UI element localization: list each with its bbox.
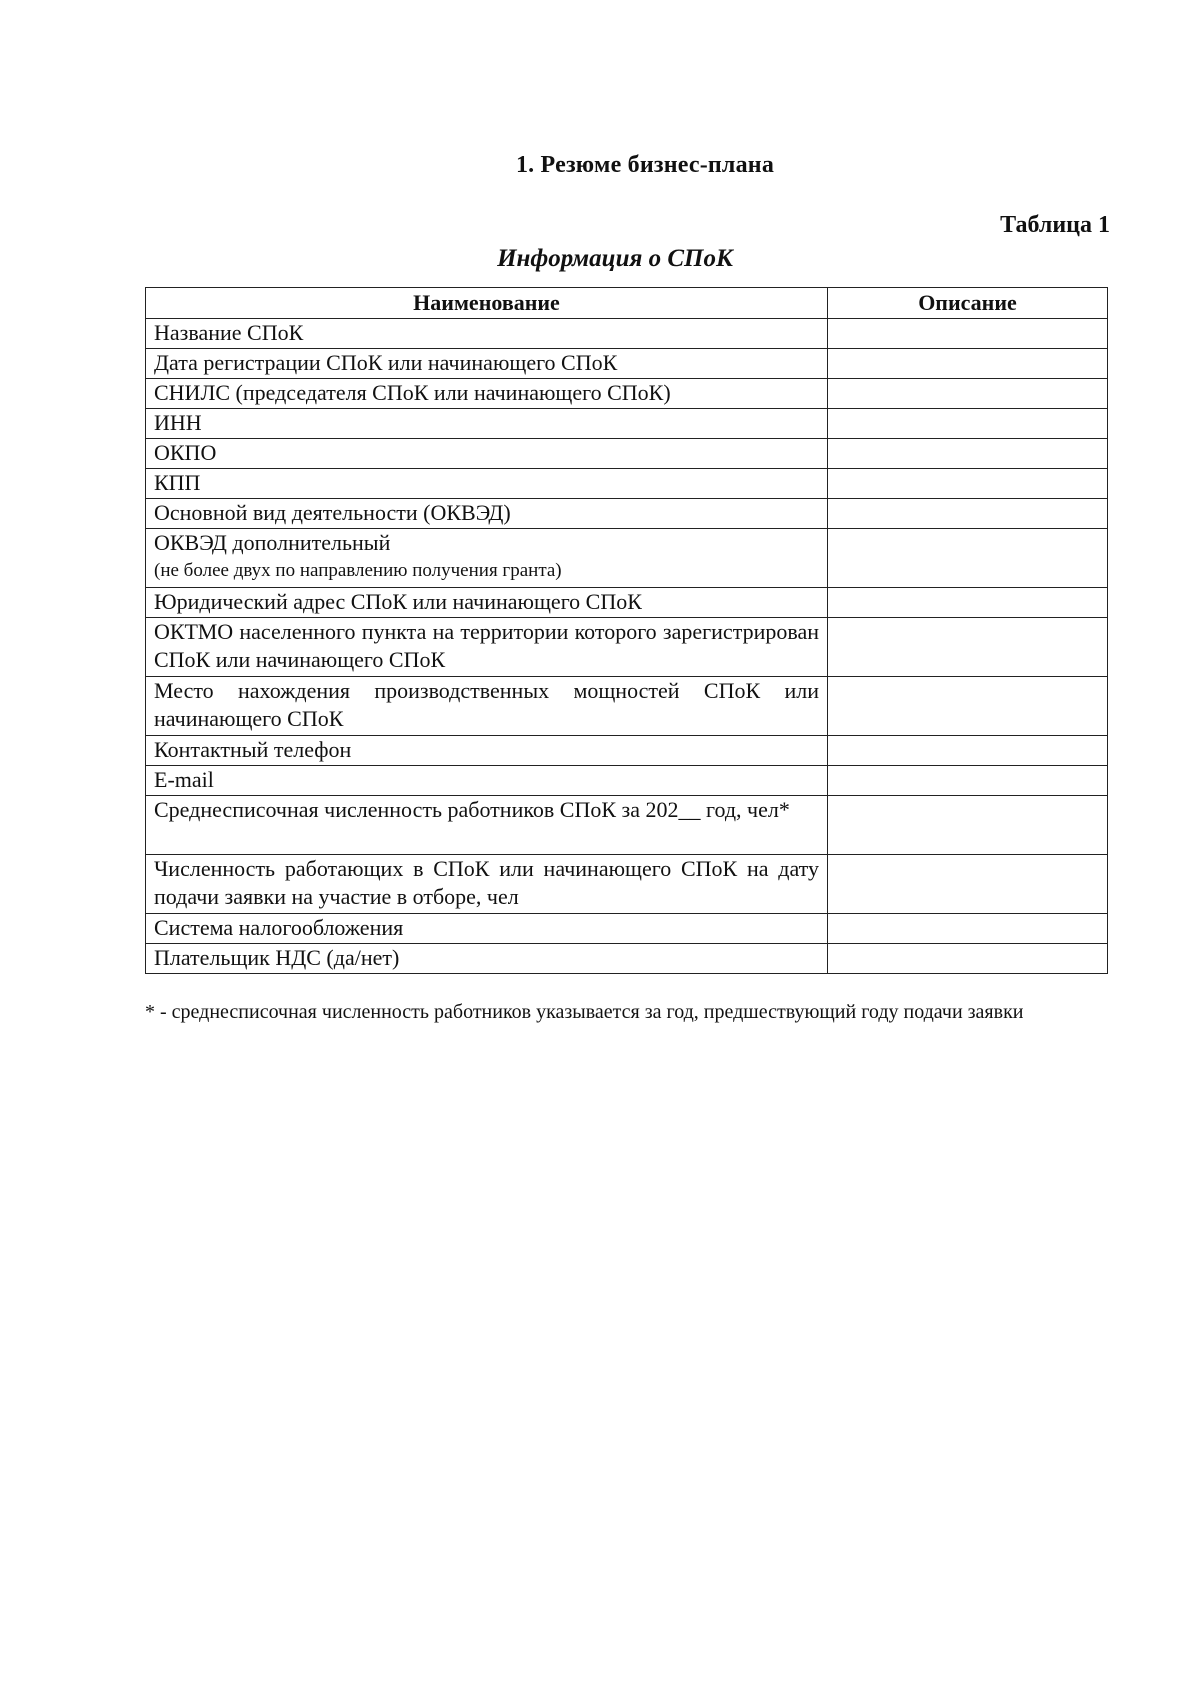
row-description-cell: [828, 529, 1108, 588]
row-name-cell: ИНН: [146, 409, 828, 439]
table-number: Таблица 1: [1000, 212, 1110, 238]
row-description-cell: [828, 944, 1108, 974]
row-name-note: (не более двух по направлению получения гранта): [154, 560, 562, 581]
row-description-cell: [828, 855, 1108, 914]
table-row: [146, 439, 1108, 469]
row-description-cell: [828, 796, 1108, 855]
row-name-text: ОКВЭД дополнительный: [154, 530, 391, 555]
row-name-cell: СНИЛС (председателя СПоК или начинающего СПоК): [146, 379, 828, 409]
row-description-cell: [828, 349, 1108, 379]
row-description-cell: [828, 379, 1108, 409]
row-name-cell: Численность работающих в СПоК или начинающего СПоК на дату подачи заявки на участие в отборе, чел: [146, 855, 828, 914]
row-name-cell: Система налогообложения: [146, 914, 828, 944]
row-description-cell: [828, 677, 1108, 736]
row-name-cell: Среднесписочная численность работников СПоК за 202__ год, чел*: [146, 796, 828, 855]
table-row: [146, 349, 1108, 379]
table-row: [146, 319, 1108, 349]
table-row: [146, 796, 1108, 855]
table-row: [146, 409, 1108, 439]
row-name-cell: Место нахождения производственных мощностей СПоК или начинающего СПоК: [146, 677, 828, 736]
table-caption: Информация о СПоК: [497, 245, 733, 272]
table-row: [146, 588, 1108, 618]
table-footnote: * - среднесписочная численность работников указывается за год, предшествующий году подачи заявки: [145, 1001, 1024, 1023]
row-name-cell: ОКПО: [146, 439, 828, 469]
row-description-cell: [828, 499, 1108, 529]
row-name-cell: КПП: [146, 469, 828, 499]
row-description-cell: [828, 319, 1108, 349]
row-name-cell: E-mail: [146, 766, 828, 796]
row-description-cell: [828, 469, 1108, 499]
table-row: [146, 855, 1108, 914]
column-header-description: Описание: [828, 288, 1108, 319]
row-description-cell: [828, 766, 1108, 796]
table-header-row: [146, 288, 1108, 319]
table-row: [146, 379, 1108, 409]
column-header-name: Наименование: [146, 288, 828, 319]
row-name-cell: ОКТМО населенного пункта на территории которого зарегистрирован СПоК или начинающего СПоК: [146, 618, 828, 677]
row-description-cell: [828, 439, 1108, 469]
row-description-cell: [828, 588, 1108, 618]
spok-info-table: [145, 287, 1108, 974]
row-name-cell: Основной вид деятельности (ОКВЭД): [146, 499, 828, 529]
section-title: 1. Резюме бизнес-плана: [515, 152, 775, 178]
table-row: [146, 766, 1108, 796]
table-row: [146, 618, 1108, 677]
row-description-cell: [828, 618, 1108, 677]
table-row: [146, 469, 1108, 499]
row-name-cell: Контактный телефон: [146, 736, 828, 766]
row-description-cell: [828, 736, 1108, 766]
row-name-cell: Дата регистрации СПоК или начинающего СПоК: [146, 349, 828, 379]
table-row: [146, 914, 1108, 944]
row-name-cell: [146, 529, 828, 588]
row-name-cell: Юридический адрес СПоК или начинающего СПоК: [146, 588, 828, 618]
table-row: [146, 944, 1108, 974]
row-name-cell: Название СПоК: [146, 319, 828, 349]
table-row: [146, 677, 1108, 736]
row-description-cell: [828, 409, 1108, 439]
table-row: [146, 499, 1108, 529]
table-row: [146, 529, 1108, 588]
row-description-cell: [828, 914, 1108, 944]
table-row: [146, 736, 1108, 766]
row-name-cell: Плательщик НДС (да/нет): [146, 944, 828, 974]
